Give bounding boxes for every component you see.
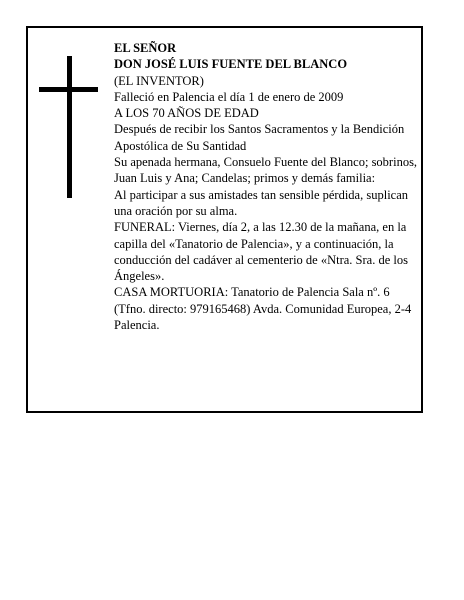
prayer-request: Al participar a sus amistades tan sensible pérdida, suplican una oración por su alma. — [114, 187, 409, 218]
obituary-notice — [26, 26, 423, 413]
family-text: Su apenada hermana, Consuelo Fuente del Blanco; sobrinos, Juan Luis y Ana; Candelas; primos y demás familia: — [114, 155, 418, 186]
death-details: Falleció en Palencia el día 1 de enero de 2009 — [114, 89, 344, 104]
deceased-nickname: (EL INVENTOR) — [114, 73, 204, 88]
cross-vertical-bar — [67, 56, 72, 198]
deceased-name: DON JOSÉ LUIS FUENTE DEL BLANCO — [114, 57, 348, 72]
mortuary-details: CASA MORTUORIA: Tanatorio de Palencia Sala nº. 6 (Tfno. directo: 979165468) Avda. Comunidad Europea, 2-4 Palencia. — [114, 285, 412, 333]
cross-horizontal-bar — [39, 87, 98, 92]
notice-title: EL SEÑOR — [114, 41, 177, 55]
notice-text — [114, 40, 420, 333]
age-at-death: A LOS 70 AÑOS DE EDAD — [114, 106, 259, 121]
sacraments-text: Después de recibir los Santos Sacramentos y la Bendición Apostólica de Su Santidad — [114, 122, 405, 153]
funeral-details: FUNERAL: Viernes, día 2, a las 12.30 de la mañana, en la capilla del «Tanatorio de Palencia», y a continuación, la conducción del cadáver al cementerio de «Ntra. Sra. de los Ángeles». — [114, 220, 408, 284]
